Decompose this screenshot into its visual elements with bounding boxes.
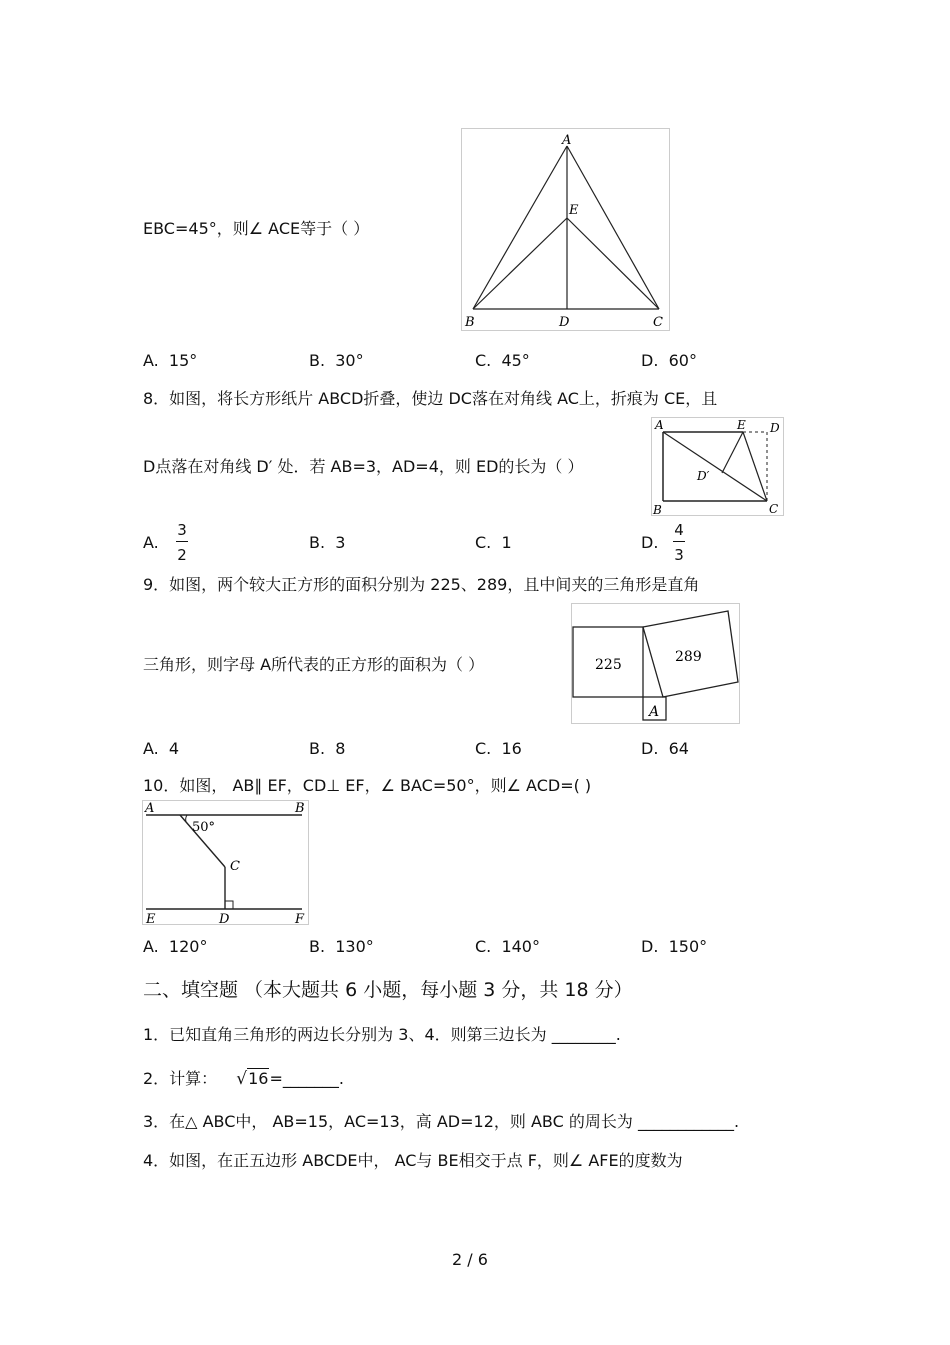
q8-stem-line2: D点落在对角线 D′ 处．若 AB=3，AD=4，则 ED的长为（ ）	[143, 457, 584, 476]
fill-question-2-text: 2．计算：	[143, 1069, 218, 1088]
fill-question-3: 3．在△ ABC中， AB=15，AC=13，高 AD=12，则 ABC 的周长为 ____________.	[143, 1112, 740, 1131]
q8-point-a-label: A	[655, 418, 664, 432]
q7-option-d: D. 60°	[641, 351, 697, 370]
q10-point-c-label: C	[230, 859, 240, 874]
q10-option-b: B. 130°	[309, 937, 374, 956]
q8-option-a-letter: A.	[143, 533, 159, 552]
q7-point-e-label: E	[569, 203, 579, 218]
q7-option-c: C. 45°	[475, 351, 530, 370]
q8-option-d-fraction-bar	[673, 541, 685, 542]
q8-figure-folded-rectangle	[651, 417, 785, 517]
q8-point-c-label: C	[769, 502, 779, 516]
fill-question-1: 1．已知直角三角形的两边长分别为 3、4．则第三边长为 ________.	[143, 1025, 621, 1044]
sqrt-symbol: √	[236, 1069, 248, 1089]
q10-point-a-label: A	[145, 801, 155, 816]
q8-option-d-letter: D.	[641, 533, 659, 552]
q10-point-f-label: F	[295, 912, 305, 926]
q9-option-a: A. 4	[143, 739, 180, 758]
q7-point-a-label: A	[562, 133, 572, 148]
q8-point-dprime-label: D′	[697, 469, 710, 483]
q10-point-b-label: B	[295, 801, 305, 816]
q8-option-d-denominator: 3	[674, 546, 684, 564]
q9-stem-line1: 9．如图，两个较大正方形的面积分别为 225、289，且中间夹的三角形是直角	[143, 575, 700, 594]
q10-figure-parallel-lines	[142, 800, 310, 926]
q10-option-d: D. 150°	[641, 937, 708, 956]
q8-stem-line1: 8．如图，将长方形纸片 ABCD折叠，使边 DC落在对角线 AC上，折痕为 CE，且	[143, 389, 718, 408]
q9-stem-line2: 三角形，则字母 A所代表的正方形的面积为（ ）	[143, 655, 485, 674]
q7-point-b-label: B	[465, 315, 475, 330]
q9-option-b: B. 8	[309, 739, 346, 758]
q8-option-a-numerator: 3	[177, 521, 187, 539]
q8-point-e-label: E	[737, 418, 746, 432]
q7-option-a: A. 15°	[143, 351, 198, 370]
q8-option-a-denominator: 2	[177, 546, 187, 564]
q8-option-d-numerator: 4	[674, 521, 684, 539]
q7-stem-tail: EBC=45°，则∠ ACE等于（ ）	[143, 219, 370, 238]
q8-option-b: B. 3	[309, 533, 346, 552]
q10-stem: 10．如图， AB∥ EF，CD⊥ EF，∠ BAC=50°，则∠ ACD=( )	[143, 776, 592, 795]
fill-question-4: 4．如图，在正五边形 ABCDE中， AC与 BE相交于点 F，则∠ AFE的度数为	[143, 1151, 683, 1170]
q7-point-c-label: C	[653, 315, 663, 330]
q9-option-d: D. 64	[641, 739, 689, 758]
fill-question-2	[143, 1069, 344, 1089]
q9-option-c: C. 16	[475, 739, 522, 758]
q7-figure-isosceles-triangle	[461, 128, 671, 332]
sqrt-radicand: 16	[248, 1069, 269, 1088]
q10-point-d-label: D	[219, 912, 230, 926]
q10-point-e-label: E	[146, 912, 156, 926]
q8-point-d-label: D	[770, 421, 780, 435]
q8-point-b-label: B	[653, 503, 662, 517]
fill-question-2-answer-blank: =_______.	[269, 1069, 344, 1088]
q10-option-c: C. 140°	[475, 937, 540, 956]
q9-left-square-label: 225	[595, 657, 622, 673]
q9-right-square-label: 289	[675, 649, 702, 665]
q7-point-d-label: D	[559, 315, 570, 330]
page-number: 2 / 6	[452, 1250, 488, 1269]
q8-option-a-fraction-bar	[176, 541, 188, 542]
q10-angle-label: 50°	[192, 820, 216, 835]
q9-small-square-label: A	[649, 704, 660, 720]
q8-option-c: C. 1	[475, 533, 512, 552]
q7-option-b: B. 30°	[309, 351, 364, 370]
q10-option-a: A. 120°	[143, 937, 208, 956]
section2-title: 二、填空题 （本大题共 6 小题，每小题 3 分，共 18 分）	[143, 979, 633, 1001]
q9-figure-squares	[571, 603, 741, 725]
